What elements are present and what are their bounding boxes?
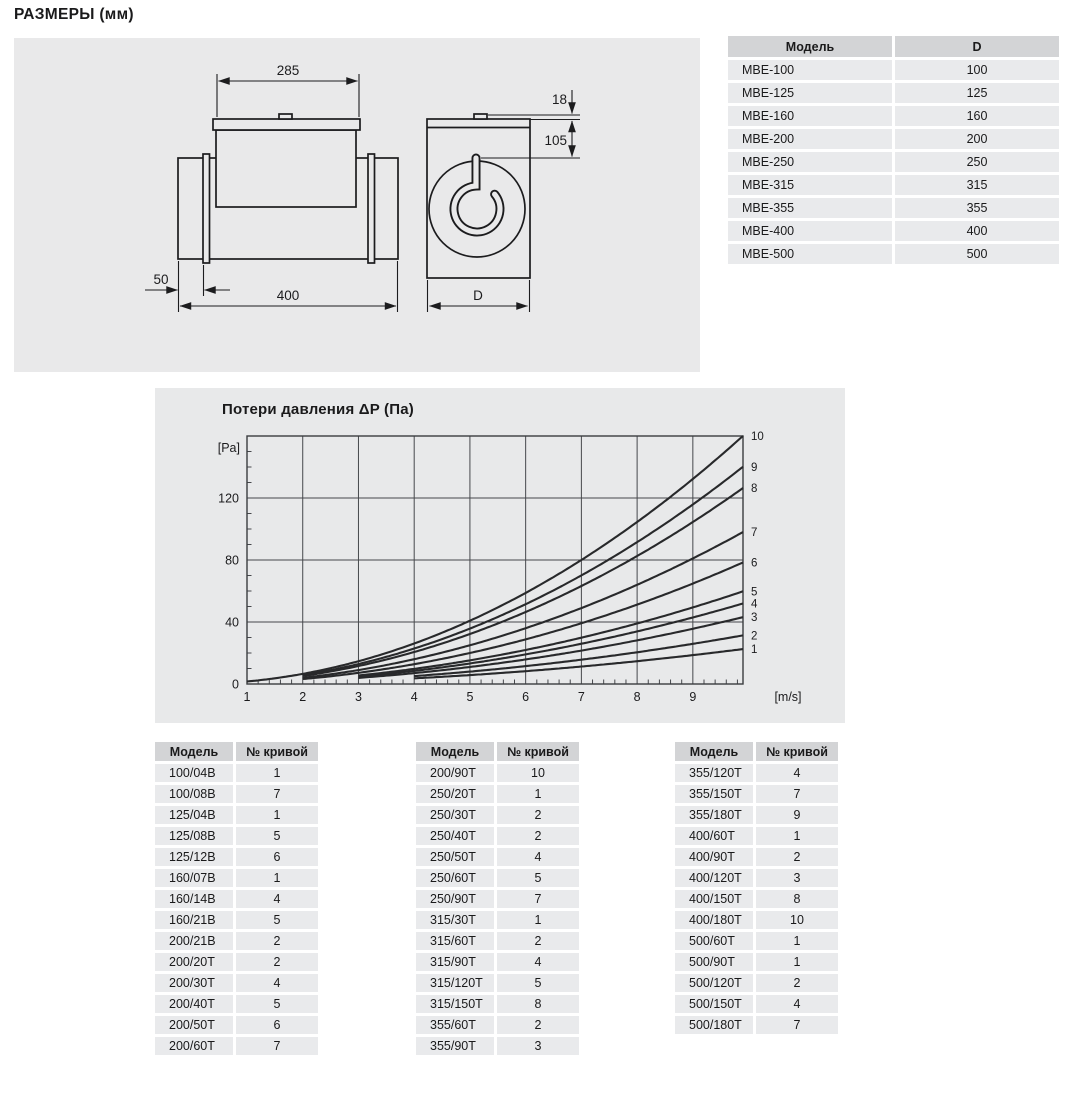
- cell-model: 250/90Т: [416, 890, 494, 908]
- curve-table-3: [672, 739, 841, 1037]
- cell-value: 1: [756, 953, 838, 971]
- dim-box-height: 105: [544, 133, 567, 148]
- cell-value: 7: [756, 1016, 838, 1034]
- cell-value: 10: [756, 911, 838, 929]
- cell-model: 400/180Т: [675, 911, 753, 929]
- table-row: [416, 995, 579, 1013]
- table-row: [675, 827, 838, 845]
- cell-model: 355/150Т: [675, 785, 753, 803]
- terminal-box: [216, 130, 356, 207]
- cell-model: 500/150Т: [675, 995, 753, 1013]
- table-row: [728, 175, 1059, 195]
- page-title: РАЗМЕРЫ (мм): [14, 6, 134, 23]
- table-row: [675, 953, 838, 971]
- cell-value: 5: [236, 827, 318, 845]
- cell-model: 100/08В: [155, 785, 233, 803]
- cell-model: 500/60Т: [675, 932, 753, 950]
- table-row: [155, 764, 318, 782]
- dimension-drawing-panel: [14, 38, 700, 372]
- table-row: [155, 785, 318, 803]
- curve-label-1: 1: [751, 644, 758, 657]
- cell-value: 355: [895, 198, 1059, 218]
- table-row: [728, 129, 1059, 149]
- duct-flange-left: [203, 154, 210, 263]
- table-row: [416, 953, 579, 971]
- cell-model: 160/07В: [155, 869, 233, 887]
- table-row: [675, 764, 838, 782]
- cell-value: 400: [895, 221, 1059, 241]
- cell-value: 5: [236, 911, 318, 929]
- cell-value: 1: [756, 827, 838, 845]
- pressure-loss-chart: [155, 388, 845, 723]
- cell-model: 355/180Т: [675, 806, 753, 824]
- pressure-loss-chart-panel: [155, 388, 845, 723]
- table-row: [416, 1037, 579, 1055]
- table-row: [728, 106, 1059, 126]
- cell-value: 6: [236, 1016, 318, 1034]
- table-row: [728, 152, 1059, 172]
- cell-value: 7: [497, 890, 579, 908]
- duct-flange-right: [368, 154, 375, 263]
- header-row: [728, 36, 1059, 57]
- cell-model: 400/90Т: [675, 848, 753, 866]
- cell-value: 200: [895, 129, 1059, 149]
- table-row: [155, 827, 318, 845]
- table-row: [728, 244, 1059, 264]
- x-tick-label: 2: [299, 690, 307, 704]
- y-axis-unit-label: [Pa]: [217, 441, 240, 455]
- cell-value: 7: [236, 785, 318, 803]
- cell-value: 1: [497, 785, 579, 803]
- cell-value: 8: [497, 995, 579, 1013]
- cell-model: 125/12В: [155, 848, 233, 866]
- cell-value: 4: [236, 974, 318, 992]
- table-row: [416, 869, 579, 887]
- model-d-table: [725, 33, 1062, 267]
- table-row: [675, 869, 838, 887]
- cell-model: 250/30Т: [416, 806, 494, 824]
- cell-model: 160/21В: [155, 911, 233, 929]
- cell-value: 2: [756, 848, 838, 866]
- x-tick-label: 5: [466, 690, 474, 704]
- y-tick-label: 40: [225, 615, 239, 630]
- cell-value: 315: [895, 175, 1059, 195]
- cell-model: МВЕ-200: [728, 129, 892, 149]
- curve-label-7: 7: [751, 527, 758, 540]
- cell-value: 125: [895, 83, 1059, 103]
- cell-value: 4: [236, 890, 318, 908]
- table-row: [155, 974, 318, 992]
- cell-model: МВЕ-100: [728, 60, 892, 80]
- cell-value: 9: [756, 806, 838, 824]
- cell-value: 160: [895, 106, 1059, 126]
- y-tick-label: 120: [218, 491, 239, 506]
- cell-value: 4: [756, 995, 838, 1013]
- cell-model: 315/60Т: [416, 932, 494, 950]
- cell-value: 2: [236, 953, 318, 971]
- cell-model: 250/50Т: [416, 848, 494, 866]
- cell-value: 8: [756, 890, 838, 908]
- curve-label-3: 3: [751, 612, 758, 625]
- table-row: [416, 974, 579, 992]
- cell-model: 250/20Т: [416, 785, 494, 803]
- column-header: Модель: [416, 742, 494, 761]
- table-row: [675, 932, 838, 950]
- cell-model: МВЕ-355: [728, 198, 892, 218]
- cell-value: 5: [497, 869, 579, 887]
- table-row: [155, 1037, 318, 1055]
- cell-model: МВЕ-160: [728, 106, 892, 126]
- cell-value: 4: [497, 953, 579, 971]
- x-tick-label: 7: [577, 690, 585, 704]
- cell-model: МВЕ-250: [728, 152, 892, 172]
- table-row: [416, 785, 579, 803]
- cell-model: 200/90Т: [416, 764, 494, 782]
- dimension-drawing: [14, 38, 700, 372]
- cell-value: 1: [497, 911, 579, 929]
- cell-model: 400/150Т: [675, 890, 753, 908]
- x-tick-label: 4: [410, 690, 418, 704]
- x-tick-label: 1: [243, 690, 251, 704]
- cell-model: 500/120Т: [675, 974, 753, 992]
- cell-model: МВЕ-315: [728, 175, 892, 195]
- cell-value: 100: [895, 60, 1059, 80]
- cell-value: 5: [236, 995, 318, 1013]
- dim-flange-offset: 50: [153, 272, 169, 287]
- front-view-drawing: [427, 114, 530, 278]
- table-row: [675, 911, 838, 929]
- table-row: [675, 890, 838, 908]
- cell-value: 1: [236, 869, 318, 887]
- cell-model: 315/30Т: [416, 911, 494, 929]
- table-row: [416, 764, 579, 782]
- cell-value: 6: [236, 848, 318, 866]
- cell-model: МВЕ-500: [728, 244, 892, 264]
- table-row: [416, 1016, 579, 1034]
- cell-model: 100/04В: [155, 764, 233, 782]
- table-row: [675, 995, 838, 1013]
- cell-model: МВЕ-125: [728, 83, 892, 103]
- cell-model: 200/50Т: [155, 1016, 233, 1034]
- curve-label-4: 4: [751, 598, 758, 611]
- curve-label-6: 6: [751, 557, 758, 570]
- cell-value: 2: [497, 806, 579, 824]
- curve-label-2: 2: [751, 630, 758, 643]
- curve-label-10: 10: [751, 430, 764, 443]
- dim-diameter: D: [473, 288, 483, 303]
- x-tick-label: 8: [633, 690, 641, 704]
- cell-model: 355/60Т: [416, 1016, 494, 1034]
- table-row: [155, 869, 318, 887]
- curve-label-5: 5: [751, 586, 758, 599]
- cell-value: 7: [236, 1037, 318, 1055]
- cell-model: 160/14В: [155, 890, 233, 908]
- cell-value: 250: [895, 152, 1059, 172]
- curve-table-1: [152, 739, 321, 1058]
- table-row: [728, 198, 1059, 218]
- terminal-box-lid: [213, 119, 360, 130]
- table-row: [155, 932, 318, 950]
- header-row: [155, 742, 318, 761]
- front-box: [427, 119, 530, 278]
- cell-model: 125/04В: [155, 806, 233, 824]
- cell-value: 10: [497, 764, 579, 782]
- chart-title: Потери давления ΔP (Па): [222, 401, 414, 418]
- header-row: [675, 742, 838, 761]
- table-row: [155, 995, 318, 1013]
- table-row: [416, 827, 579, 845]
- column-header: D: [895, 36, 1059, 57]
- table-row: [675, 806, 838, 824]
- lid-handle: [279, 114, 292, 119]
- cell-value: 500: [895, 244, 1059, 264]
- table-row: [155, 890, 318, 908]
- column-header: Модель: [728, 36, 892, 57]
- column-header: № кривой: [756, 742, 838, 761]
- dim-cover-height: 18: [551, 92, 567, 107]
- cell-model: 200/30Т: [155, 974, 233, 992]
- curve-label-8: 8: [751, 483, 758, 496]
- x-tick-label: 9: [689, 690, 697, 704]
- side-view-drawing: [178, 114, 398, 263]
- cell-value: 1: [236, 806, 318, 824]
- cell-model: 400/120Т: [675, 869, 753, 887]
- cell-model: 355/120Т: [675, 764, 753, 782]
- cell-value: 2: [497, 932, 579, 950]
- cell-model: 200/60Т: [155, 1037, 233, 1055]
- curve-10: [247, 436, 743, 682]
- column-header: № кривой: [236, 742, 318, 761]
- cell-value: 2: [756, 974, 838, 992]
- front-lid-handle: [474, 114, 487, 119]
- x-axis-unit-label: [m/s]: [774, 690, 802, 704]
- cell-model: 315/120Т: [416, 974, 494, 992]
- cell-value: 2: [497, 827, 579, 845]
- table-row: [416, 932, 579, 950]
- column-header: № кривой: [497, 742, 579, 761]
- cell-model: 125/08В: [155, 827, 233, 845]
- cell-model: 200/21В: [155, 932, 233, 950]
- table-row: [155, 911, 318, 929]
- cell-model: 250/40Т: [416, 827, 494, 845]
- table-row: [675, 848, 838, 866]
- table-row: [155, 806, 318, 824]
- cell-model: МВЕ-400: [728, 221, 892, 241]
- y-tick-label: 80: [225, 553, 239, 568]
- curve-label-9: 9: [751, 461, 758, 474]
- cell-model: 250/60Т: [416, 869, 494, 887]
- header-row: [416, 742, 579, 761]
- table-row: [416, 848, 579, 866]
- cell-model: 500/180Т: [675, 1016, 753, 1034]
- cell-value: 4: [756, 764, 838, 782]
- cell-value: 2: [497, 1016, 579, 1034]
- cell-model: 500/90Т: [675, 953, 753, 971]
- table-row: [728, 83, 1059, 103]
- column-header: Модель: [675, 742, 753, 761]
- table-row: [728, 60, 1059, 80]
- dim-length: 400: [276, 288, 300, 303]
- table-row: [416, 911, 579, 929]
- cell-model: 315/90Т: [416, 953, 494, 971]
- curve-table-2: [413, 739, 582, 1058]
- cell-value: 1: [756, 932, 838, 950]
- cell-value: 1: [236, 764, 318, 782]
- cell-model: 315/150Т: [416, 995, 494, 1013]
- cell-value: 2: [236, 932, 318, 950]
- table-row: [675, 974, 838, 992]
- table-row: [155, 1016, 318, 1034]
- curve-4: [359, 604, 744, 677]
- cell-value: 4: [497, 848, 579, 866]
- cell-value: 5: [497, 974, 579, 992]
- cell-model: 400/60Т: [675, 827, 753, 845]
- table-row: [675, 1016, 838, 1034]
- x-tick-label: 3: [354, 690, 362, 704]
- x-tick-label: 6: [522, 690, 530, 704]
- table-row: [416, 890, 579, 908]
- table-row: [416, 806, 579, 824]
- column-header: Модель: [155, 742, 233, 761]
- table-row: [155, 848, 318, 866]
- table-row: [728, 221, 1059, 241]
- cell-model: 200/20Т: [155, 953, 233, 971]
- table-row: [675, 785, 838, 803]
- cell-value: 3: [497, 1037, 579, 1055]
- cell-model: 355/90Т: [416, 1037, 494, 1055]
- cell-value: 7: [756, 785, 838, 803]
- y-tick-label: 0: [232, 677, 239, 692]
- table-row: [155, 953, 318, 971]
- dim-top-width: 285: [276, 63, 300, 78]
- cell-model: 200/40Т: [155, 995, 233, 1013]
- cell-value: 3: [756, 869, 838, 887]
